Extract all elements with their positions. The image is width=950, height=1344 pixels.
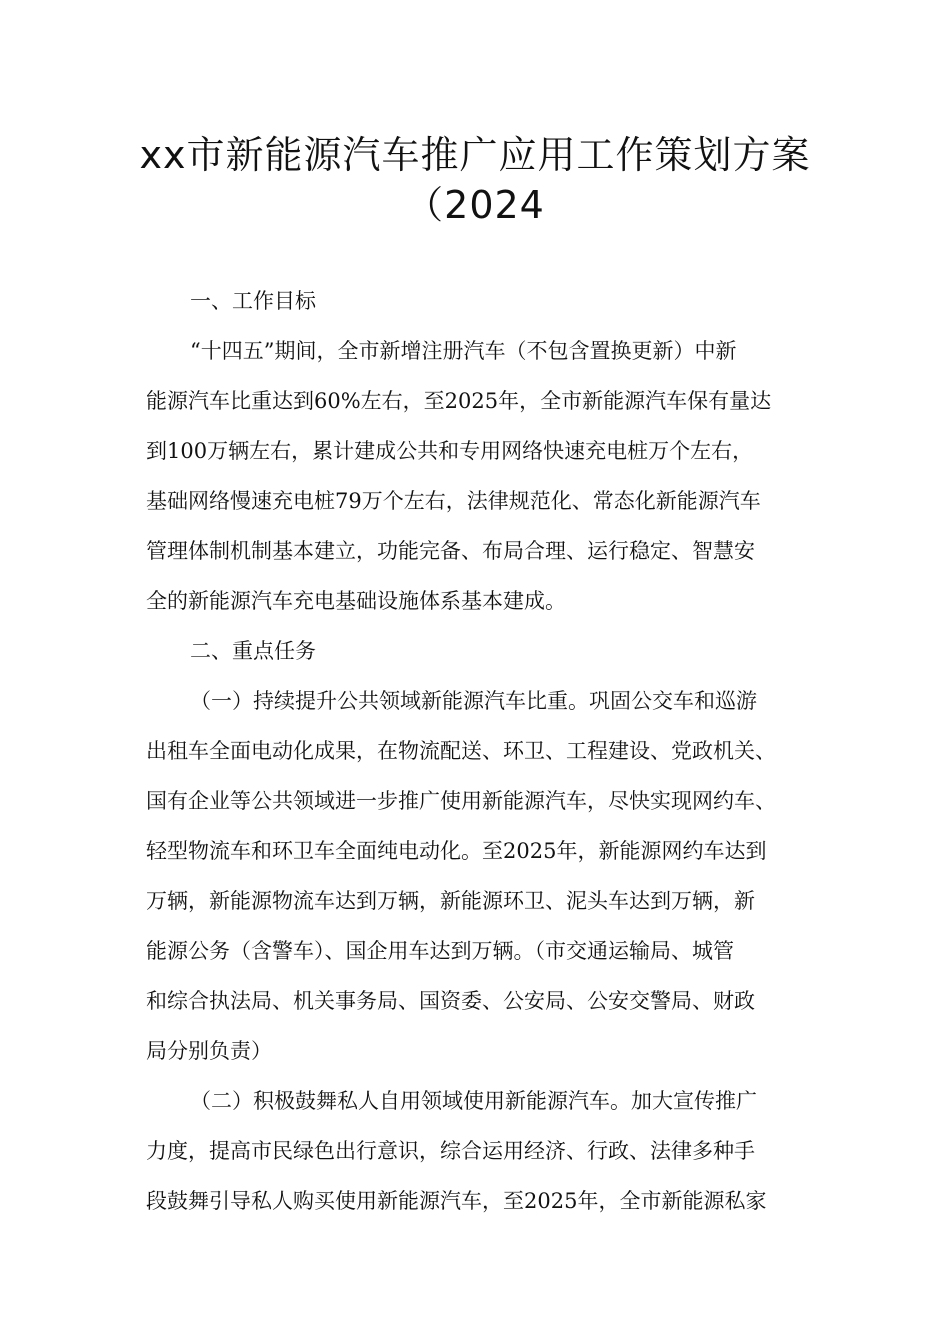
- paragraph-line: 局分别负责）: [146, 1039, 272, 1063]
- paragraph-line: 出租车全面电动化成果，在物流配送、环卫、工程建设、党政机关、: [146, 739, 776, 763]
- paragraph-line: 管理体制机制基本建立，功能完备、布局合理、运行稳定、智慧安: [146, 539, 755, 563]
- paragraph-line: 和综合执法局、机关事务局、国资委、公安局、公安交警局、财政: [146, 989, 755, 1013]
- paragraph-line: 万辆，新能源物流车达到万辆，新能源环卫、泥头车达到万辆，新: [146, 889, 755, 913]
- paragraph-line: 全的新能源汽车充电基础设施体系基本建成。: [146, 589, 566, 613]
- paragraph-line: 基础网络慢速充电桩79万个左右，法律规范化、常态化新能源汽车: [146, 489, 761, 513]
- document-title: xx市新能源汽车推广应用工作策划方案: [139, 133, 811, 177]
- paragraph-line: 能源汽车比重达到60%左右，至2025年，全市新能源汽车保有量达: [146, 389, 772, 413]
- paragraph-line: （二）积极鼓舞私人自用领域使用新能源汽车。加大宣传推广: [190, 1089, 757, 1113]
- paragraph-line: 能源公务（含警车）、国企用车达到万辆。（市交通运输局、城管: [146, 939, 734, 963]
- section-heading-goals: 一、工作目标: [190, 289, 316, 313]
- paragraph-line: 国有企业等公共领域进一步推广使用新能源汽车，尽快实现网约车、: [146, 789, 776, 813]
- paragraph-line: 轻型物流车和环卫车全面纯电动化。至2025年，新能源网约车达到: [146, 839, 767, 863]
- paragraph-line: 到100万辆左右，累计建成公共和专用网络快速充电桩万个左右，: [146, 439, 754, 463]
- document-title-continued: （2024: [405, 183, 545, 227]
- section-heading-tasks: 二、重点任务: [190, 639, 316, 663]
- paragraph-line: （一）持续提升公共领域新能源汽车比重。巩固公交车和巡游: [190, 689, 757, 713]
- paragraph-line: 力度，提高市民绿色出行意识，综合运用经济、行政、法律多种手: [146, 1139, 755, 1163]
- paragraph-line: “十四五”期间，全市新增注册汽车（不包含置换更新）中新: [190, 339, 737, 363]
- paragraph-line: 段鼓舞引导私人购买使用新能源汽车，至2025年，全市新能源私家: [146, 1189, 767, 1213]
